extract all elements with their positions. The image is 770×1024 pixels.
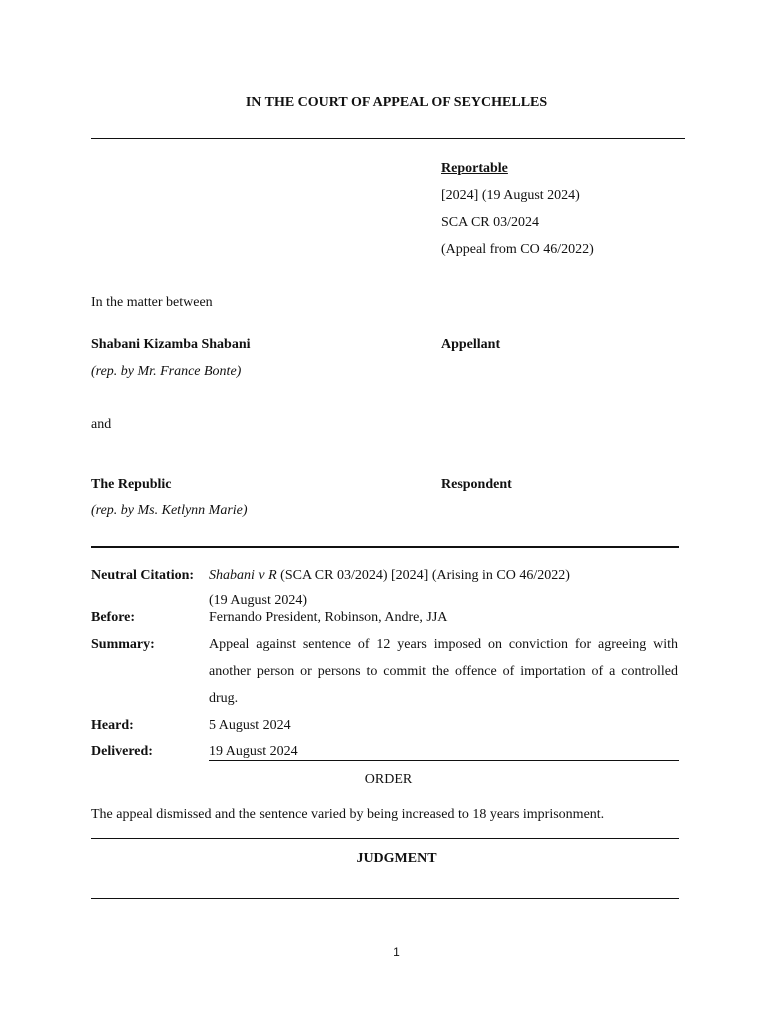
heard-value: 5 August 2024: [209, 718, 291, 733]
neutral-citation-date: (19 August 2024): [209, 593, 307, 608]
divider-judgment: [91, 898, 679, 899]
appellant-representation: (rep. by Mr. France Bonte): [91, 364, 242, 379]
order-heading: ORDER: [364, 772, 413, 787]
divider-order: [91, 838, 679, 839]
respondent-name: The Republic: [91, 477, 172, 492]
divider-parties: [91, 546, 679, 548]
neutral-citation-case: Shabani v R: [209, 568, 277, 583]
reportable-label: Reportable: [441, 161, 508, 176]
heard-label: Heard:: [91, 718, 134, 733]
before-label: Before:: [91, 610, 136, 625]
neutral-citation-rest: (SCA CR 03/2024) [2024] (Arising in CO 46/2022): [280, 568, 570, 583]
page-number: 1: [393, 945, 400, 959]
appellant-name: Shabani Kizamba Shabani: [91, 337, 251, 352]
neutral-citation-value: [209, 568, 570, 584]
case-number: SCA CR 03/2024: [441, 215, 540, 230]
order-text: The appeal dismissed and the sentence varied by being increased to 18 years imprisonment.: [91, 807, 605, 822]
delivered-label: Delivered:: [91, 744, 153, 759]
court-title: IN THE COURT OF APPEAL OF SEYCHELLES: [245, 95, 548, 110]
appellant-role: Appellant: [441, 337, 501, 352]
summary-label: Summary:: [91, 637, 155, 652]
judgment-heading: JUDGMENT: [356, 851, 437, 866]
summary-value: Appeal against sentence of 12 years imposed on conviction for agreeing with another person or persons to commit the offence of importation of a controlled drug.: [209, 637, 678, 706]
respondent-representation: (rep. by Ms. Ketlynn Marie): [91, 503, 248, 518]
neutral-citation-label: Neutral Citation:: [91, 568, 195, 583]
appeal-from: (Appeal from CO 46/2022): [441, 242, 594, 257]
matter-between: In the matter between: [91, 295, 213, 310]
citation-year: [2024] (19 August 2024): [441, 188, 580, 203]
conjunction-and: and: [91, 417, 112, 432]
divider-delivered: [209, 760, 679, 761]
before-value: Fernando President, Robinson, Andre, JJA: [209, 610, 448, 625]
respondent-role: Respondent: [441, 477, 512, 492]
delivered-value: 19 August 2024: [209, 744, 298, 759]
divider-top: [91, 138, 685, 139]
